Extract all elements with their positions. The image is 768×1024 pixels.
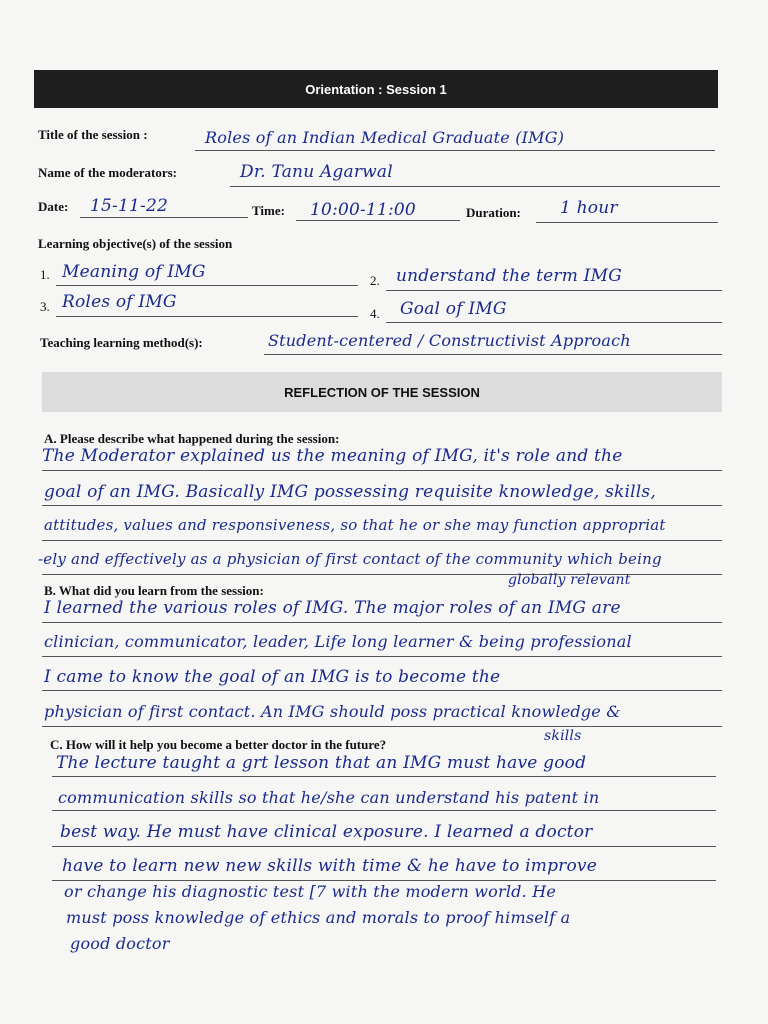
answer-a-line-3: attitudes, values and responsiveness, so that he or she may function appropriat xyxy=(44,516,666,534)
methods-rule xyxy=(264,354,722,355)
objective-1-value: Meaning of IMG xyxy=(62,262,206,282)
answer-a-line-2: goal of an IMG. Basically IMG possessing requisite knowledge, skills, xyxy=(44,482,656,502)
reflection-header-title: REFLECTION OF THE SESSION xyxy=(284,384,480,400)
answer-c-rule-3 xyxy=(52,846,716,847)
answer-c-rule-2 xyxy=(52,810,716,811)
answer-b-line-3: I came to know the goal of an IMG is to become the xyxy=(44,667,501,687)
objective-2-rule xyxy=(386,290,722,291)
objective-4-number: 4. xyxy=(370,306,380,321)
answer-a-line-4: -ely and effectively as a physician of first contact of the community which being xyxy=(38,550,662,568)
title-value: Roles of an Indian Medical Graduate (IMG) xyxy=(205,128,565,147)
objective-4-value: Goal of IMG xyxy=(400,299,507,319)
objective-1-rule xyxy=(56,285,358,286)
answer-a-line-1: The Moderator explained us the meaning of IMG, it's role and the xyxy=(42,446,623,466)
answer-b-rule-1 xyxy=(42,622,722,623)
answer-b-line-1: I learned the various roles of IMG. The major roles of an IMG are xyxy=(44,598,621,618)
answer-a-rule-2 xyxy=(42,505,722,506)
question-a-label: A. Please describe what happened during the session: xyxy=(44,431,340,446)
session-header-title: Orientation : Session 1 xyxy=(305,81,447,97)
session-header xyxy=(34,70,718,108)
duration-rule xyxy=(536,222,718,223)
moderators-rule xyxy=(230,186,720,187)
date-value: 15-11-22 xyxy=(90,196,168,216)
title-label: Title of the session : xyxy=(38,127,148,142)
answer-c-line-4: have to learn new new skills with time & he have to improve xyxy=(62,856,597,876)
date-label: Date: xyxy=(38,199,69,214)
answer-c-line-6: must poss knowledge of ethics and morals to proof himself a xyxy=(66,908,571,927)
objective-3-number: 3. xyxy=(40,299,50,314)
objective-2-number: 2. xyxy=(370,273,380,288)
time-value: 10:00-11:00 xyxy=(310,200,416,220)
methods-value: Student-centered / Constructivist Approach xyxy=(268,331,631,350)
answer-a-line-5: globally relevant xyxy=(508,572,631,588)
answer-b-line-5: skills xyxy=(544,728,582,744)
date-rule xyxy=(80,217,248,218)
answer-b-rule-2 xyxy=(42,656,722,657)
objective-1-number: 1. xyxy=(40,267,50,282)
question-c-label: C. How will it help you become a better doctor in the future? xyxy=(50,737,387,752)
answer-c-line-7: good doctor xyxy=(70,934,170,953)
answer-a-rule-3 xyxy=(42,540,722,541)
moderators-label: Name of the moderators: xyxy=(38,165,177,180)
answer-b-line-4: physician of first contact. An IMG should poss practical knowledge & xyxy=(44,702,621,721)
time-rule xyxy=(296,220,460,221)
answer-a-rule-1 xyxy=(42,470,722,471)
answer-c-line-3: best way. He must have clinical exposure. I learned a doctor xyxy=(60,822,593,842)
methods-label: Teaching learning method(s): xyxy=(40,335,203,350)
answer-c-rule-1 xyxy=(52,776,716,777)
objective-3-rule xyxy=(56,316,358,317)
answer-c-rule-4 xyxy=(52,880,716,881)
moderators-value: Dr. Tanu Agarwal xyxy=(240,162,393,182)
answer-b-line-2: clinician, communicator, leader, Life long learner & being professional xyxy=(44,632,632,651)
objectives-label: Learning objective(s) of the session xyxy=(38,236,233,251)
answer-b-rule-4 xyxy=(42,726,722,727)
duration-label: Duration: xyxy=(466,205,521,220)
question-b-label: B. What did you learn from the session: xyxy=(44,583,264,598)
reflection-header xyxy=(42,372,722,412)
title-rule xyxy=(195,150,715,151)
answer-c-line-5: or change his diagnostic test [7 with the modern world. He xyxy=(64,882,557,901)
time-label: Time: xyxy=(252,203,285,218)
objective-3-value: Roles of IMG xyxy=(62,292,177,312)
objective-4-rule xyxy=(386,322,722,323)
answer-b-rule-3 xyxy=(42,690,722,691)
answer-c-line-1: The lecture taught a grt lesson that an IMG must have good xyxy=(56,753,587,773)
duration-value: 1 hour xyxy=(560,198,618,218)
answer-c-line-2: communication skills so that he/she can understand his patent in xyxy=(58,788,600,807)
objective-2-value: understand the term IMG xyxy=(396,266,622,286)
